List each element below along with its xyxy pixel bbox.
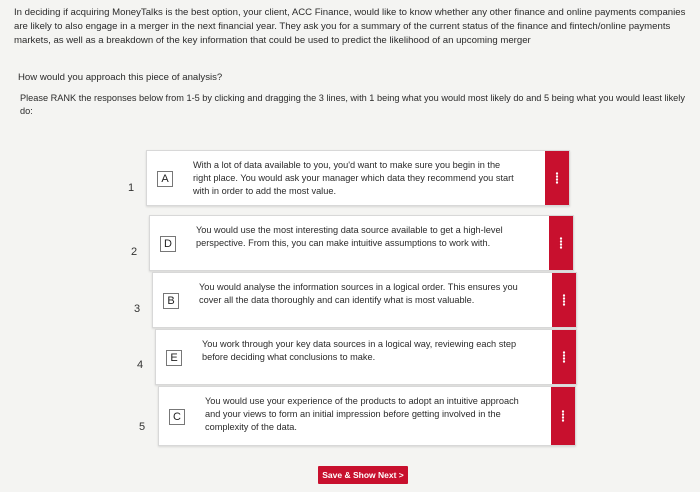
option-text: With a lot of data available to you, you'd want to make sure you begin in the right place. You would ask your manager which data they recommend you start with in order to add the most value.	[193, 160, 514, 196]
drag-handle-icon	[562, 351, 566, 363]
instructions-text: Please RANK the responses below from 1-5 by clicking and dragging the 3 lines, with 1 being what you would most likely do and 5 being what you would least likely do:	[20, 93, 685, 116]
option-letter: B	[163, 293, 179, 309]
drag-handle[interactable]	[552, 330, 576, 384]
drag-handle-icon	[555, 172, 559, 184]
rank-option-card[interactable]	[152, 272, 577, 328]
option-text: You work through your key data sources in a logical way, reviewing each step before deciding what conclusions to make.	[202, 339, 517, 362]
rank-option-card[interactable]	[149, 215, 574, 271]
intro-text: In deciding if acquiring MoneyTalks is the best option, your client, ACC Finance, would like to know whether any other finance and online payments companies are likely to also engage in a merger in the next financial year. They ask you for a summary of the current status of the finance and fintech/online payments markets, as well as a breakdown of the key information that could be used to predict the likelihood of an upcoming merger	[14, 7, 686, 46]
drag-handle[interactable]	[545, 151, 569, 205]
option-letter: C	[169, 409, 185, 425]
rank-option-card[interactable]	[158, 386, 576, 446]
drag-handle[interactable]	[549, 216, 573, 270]
option-text: You would analyse the information sources in a logical order. This ensures you cover all the data thoroughly and can identify what is most valuable.	[199, 282, 518, 305]
drag-handle-icon	[562, 294, 566, 306]
question-text: How would you approach this piece of analysis?	[18, 72, 223, 83]
option-text: You would use your experience of the products to adopt an intuitive approach and your views to form an initial impression before getting involved in the complexity of the data.	[205, 396, 519, 432]
rank-number: 1	[128, 182, 135, 194]
drag-handle-icon	[561, 410, 565, 422]
option-text: You would use the most interesting data source available to get a high-level perspective. From this, you can make intuitive assumptions to work with.	[196, 225, 503, 248]
drag-handle-icon	[559, 237, 563, 249]
option-letter: E	[166, 350, 182, 366]
rank-number: 2	[131, 246, 138, 258]
rank-number: 4	[137, 359, 144, 371]
option-letter: A	[157, 171, 173, 187]
option-letter: D	[160, 236, 176, 252]
rank-number: 3	[134, 303, 141, 315]
rank-option-card[interactable]	[146, 150, 570, 206]
rank-option-card[interactable]	[155, 329, 577, 385]
save-and-next-button[interactable]: Save & Show Next >	[318, 466, 408, 484]
drag-handle[interactable]	[552, 273, 576, 327]
rank-number: 5	[139, 421, 146, 433]
drag-handle[interactable]	[551, 387, 575, 445]
